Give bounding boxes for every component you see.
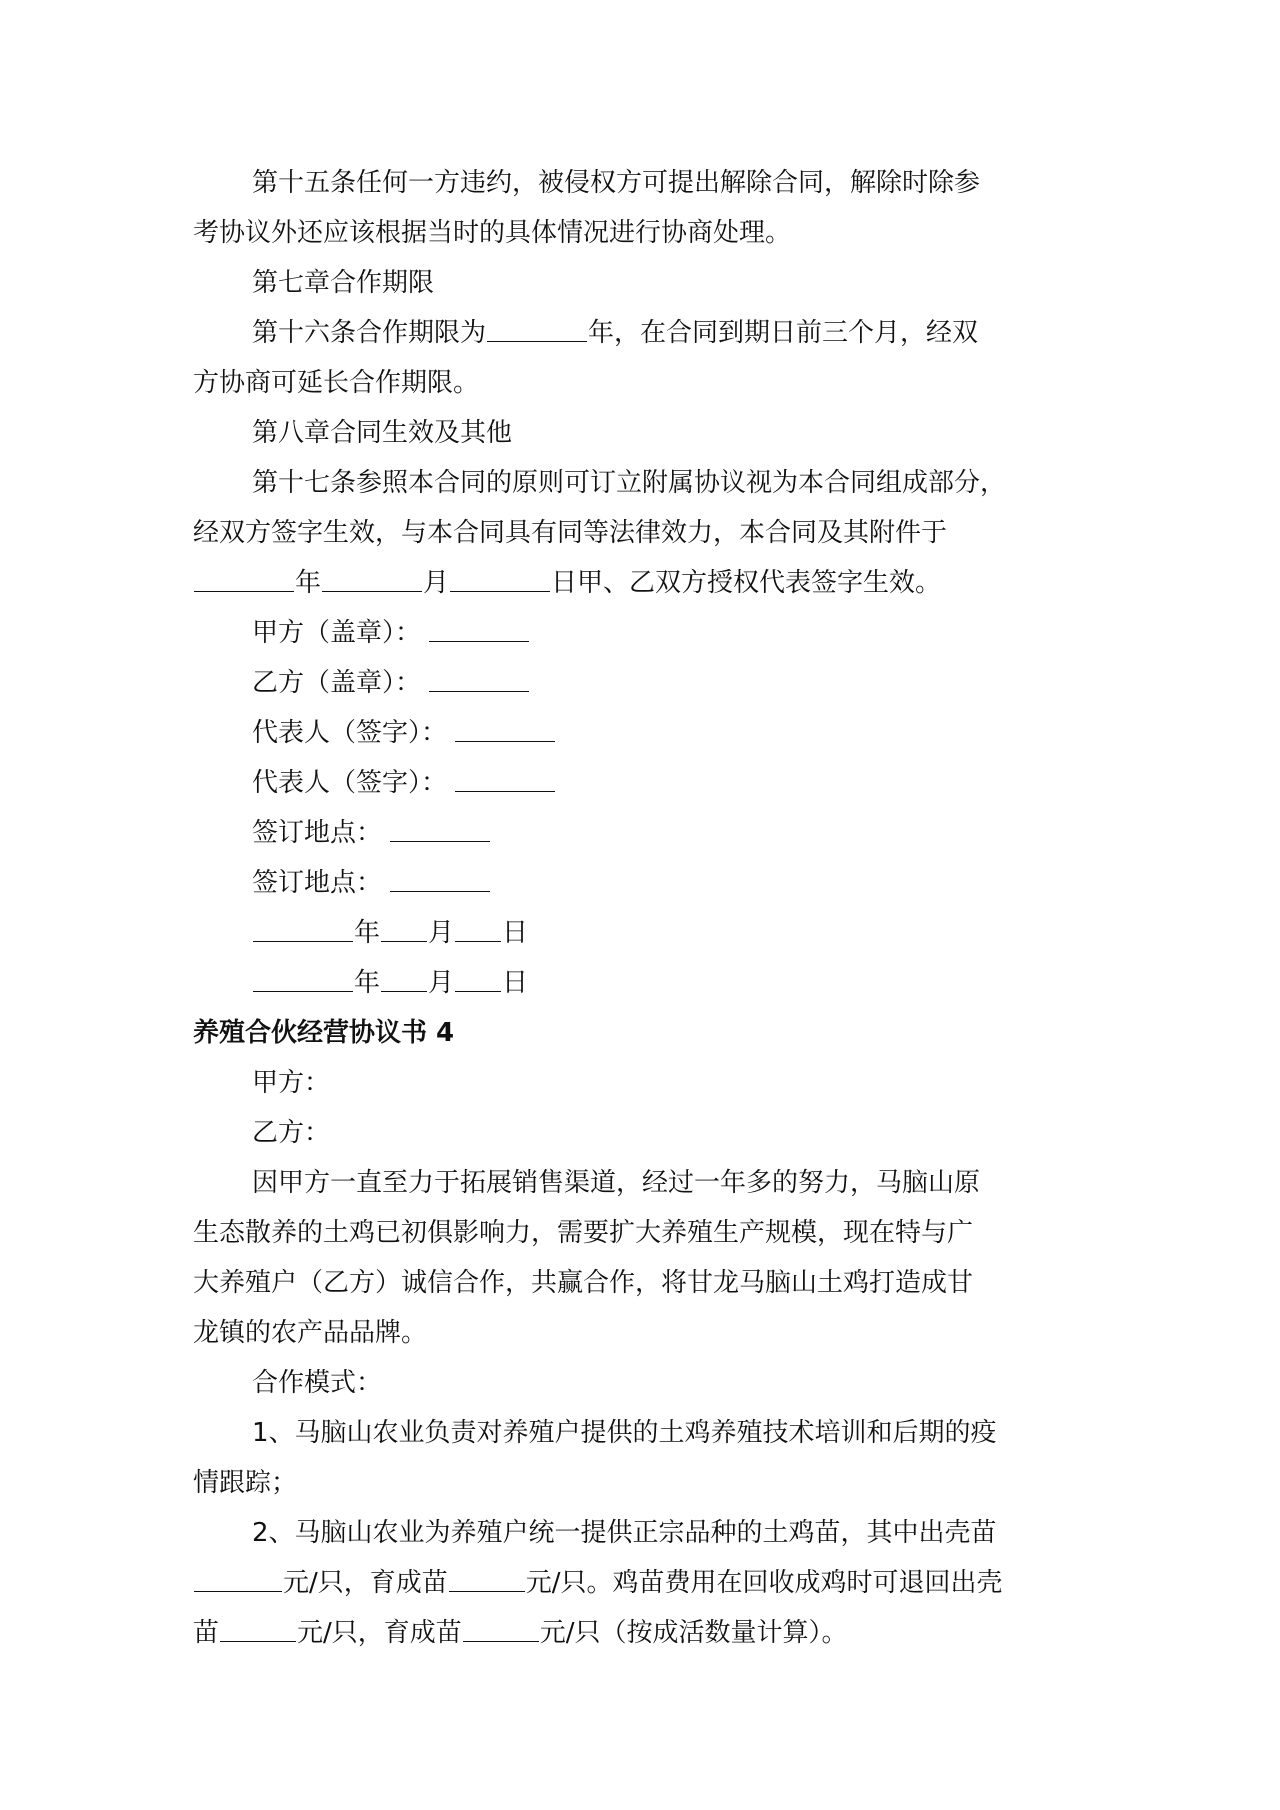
text-line: 龙镇的农产品品牌。: [193, 1318, 428, 1348]
text-line: 经双方签字生效，与本合同具有同等法律效力，本合同及其附件于: [193, 518, 948, 548]
text-line: 2、马脑山农业为养殖户统一提供正宗品种的土鸡苗，其中出壳苗: [252, 1518, 997, 1548]
text-line: 生态散养的土鸡已初俱影响力，需要扩大养殖生产规模，现在特与广: [193, 1218, 974, 1248]
blank-field-grown-chick-price[interactable]: [449, 1590, 525, 1592]
blank-field-month[interactable]: [322, 590, 422, 592]
text-line: 因甲方一直至力于拓展销售渠道，经过一年多的努力，马脑山原: [252, 1168, 981, 1198]
mode-item-2: 2、马脑山农业为养殖户统一提供正宗品种的土鸡苗，其中出壳苗 元/只，育成苗 元/只。鸡苗费用在回收成鸡时可退回出壳 苗 元/只，育成苗 元/只（按成活数量计算）。: [193, 1508, 1093, 1658]
signing-place-a: 签订地点：: [193, 808, 1093, 858]
signature-party-a: 甲方（盖章）：: [193, 608, 1093, 658]
signature-rep-a: 代表人（签字）：: [193, 708, 1093, 758]
intro-paragraph: [193, 1158, 1093, 1358]
date-line-a: 年 月 日: [193, 908, 1093, 958]
blank-field-year[interactable]: [194, 590, 294, 592]
blank-field-hatchling-price[interactable]: [194, 1590, 282, 1592]
text-line: 考协议外还应该根据当时的具体情况进行协商处理。: [193, 218, 792, 248]
section-4-title: 养殖合伙经营协议书 4: [193, 1018, 455, 1048]
blank-field-date-a-year[interactable]: [253, 940, 353, 942]
blank-field-place-b[interactable]: [390, 890, 490, 892]
blank-field-date-b-month[interactable]: [381, 990, 427, 992]
blank-field-party-a-seal[interactable]: [429, 640, 529, 642]
text-line: 1、马脑山农业负责对养殖户提供的土鸡养殖技术培训和后期的疫: [252, 1418, 997, 1448]
signature-party-b: 乙方（盖章）：: [193, 658, 1093, 708]
text-line: 情跟踪；: [193, 1468, 298, 1498]
date-line-b: 年 月 日: [193, 958, 1093, 1008]
signature-rep-b: 代表人（签字）：: [193, 758, 1093, 808]
text-line: 方协商可延长合作期限。: [193, 368, 480, 398]
blank-field-day[interactable]: [450, 590, 550, 592]
text-line: 大养殖户（乙方）诚信合作，共赢合作，将甘龙马脑山土鸡打造成甘: [193, 1268, 974, 1298]
article-16: 第十六条合作期限为 年，在合同到期日前三个月，经双 方协商可延长合作期限。: [193, 308, 1093, 408]
text-line: 第十五条任何一方违约，被侵权方可提出解除合同，解除时除参: [252, 168, 981, 198]
blank-field-grown-chick-refund[interactable]: [463, 1640, 539, 1642]
blank-field-place-a[interactable]: [390, 840, 490, 842]
blank-field-date-a-month[interactable]: [381, 940, 427, 942]
article-17: 第十七条参照本合同的原则可订立附属协议视为本合同组成部分， 经双方签字生效，与本合同具有同等法律效力，本合同及其附件于 年 月 日甲、乙双方授权代表签字生效。: [193, 458, 1093, 608]
cooperation-mode-label: 合作模式：: [252, 1368, 383, 1398]
blank-field-rep-b-sign[interactable]: [455, 790, 555, 792]
party-b-label: 乙方：: [252, 1118, 331, 1148]
blank-field-hatchling-refund[interactable]: [220, 1640, 296, 1642]
text-line: 第十七条参照本合同的原则可订立附属协议视为本合同组成部分，: [252, 468, 1007, 498]
blank-field-rep-a-sign[interactable]: [455, 740, 555, 742]
chapter-8-heading: 第八章合同生效及其他: [252, 418, 513, 448]
article-15: [193, 158, 1093, 258]
blank-field-party-b-seal[interactable]: [429, 690, 529, 692]
blank-field-date-b-year[interactable]: [253, 990, 353, 992]
party-a-label: 甲方：: [252, 1068, 331, 1098]
signing-place-b: 签订地点：: [193, 858, 1093, 908]
blank-field-date-a-day[interactable]: [455, 940, 501, 942]
document-body: [193, 158, 1093, 1658]
blank-field-date-b-day[interactable]: [455, 990, 501, 992]
mode-item-1: [193, 1408, 1093, 1508]
blank-field-term-years[interactable]: [487, 340, 587, 342]
chapter-7-heading: 第七章合作期限: [252, 268, 435, 298]
